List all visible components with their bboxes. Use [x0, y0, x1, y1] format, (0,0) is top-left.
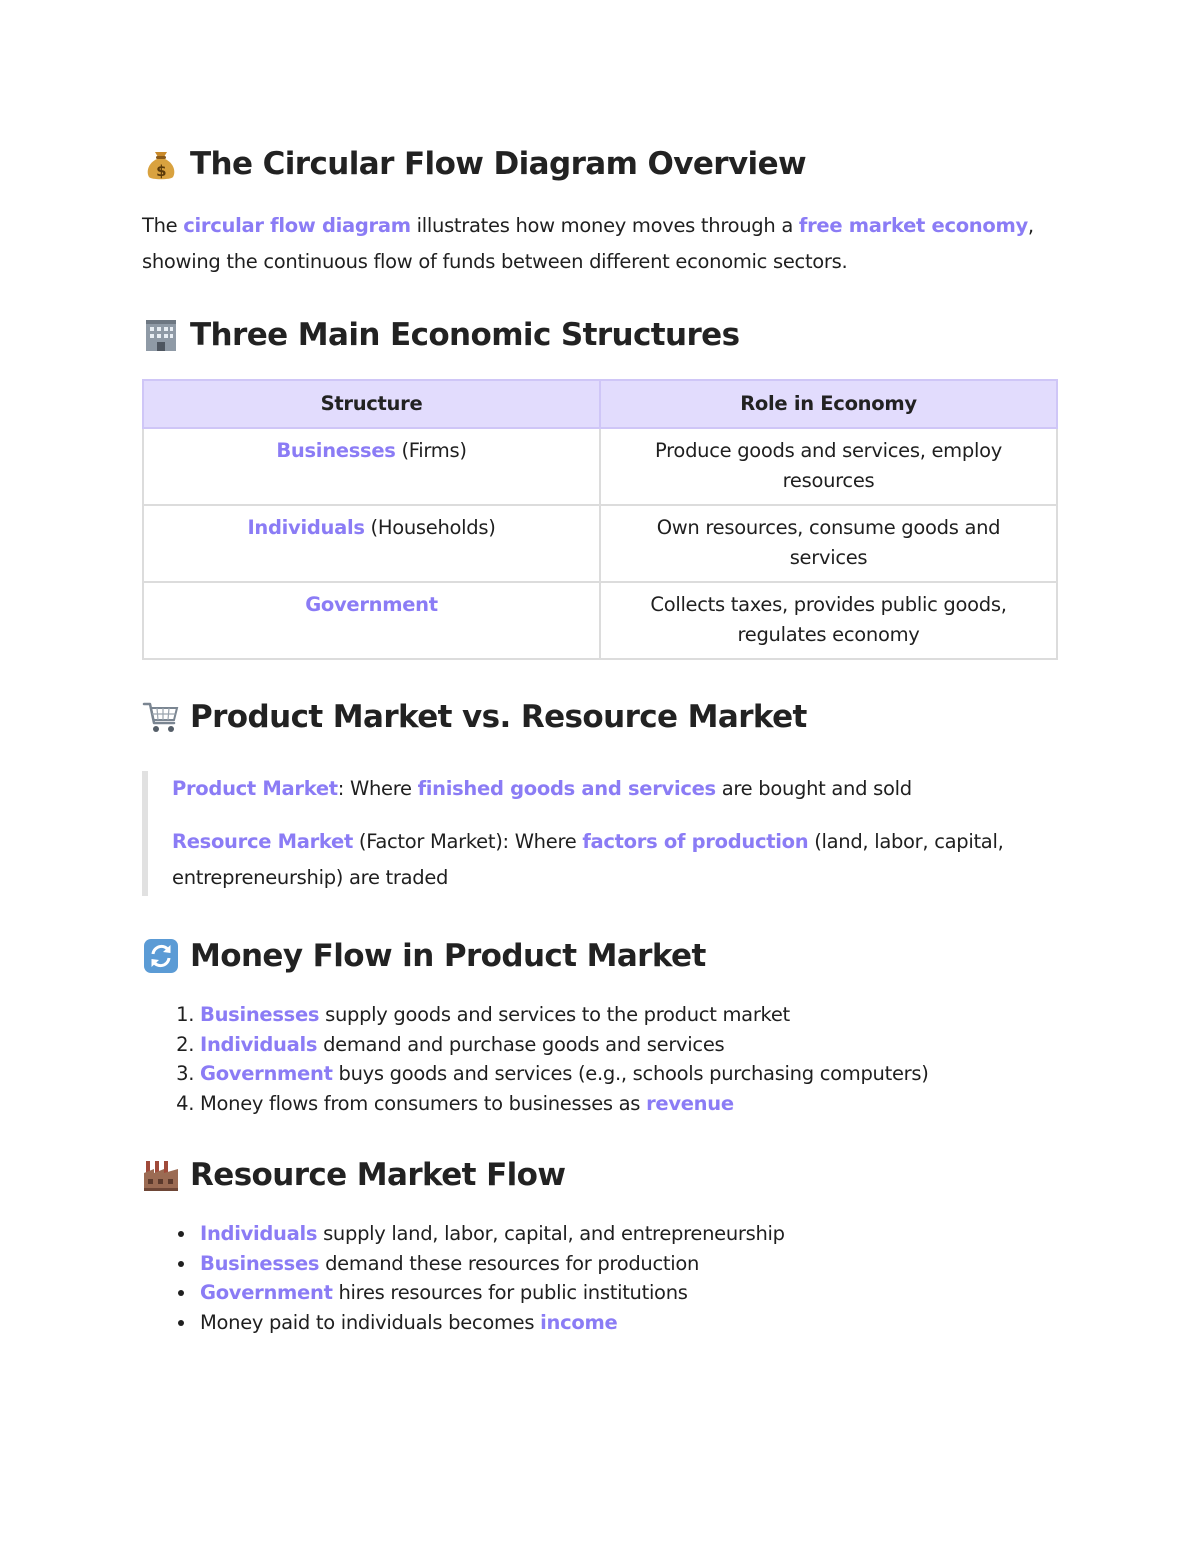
table-cell-structure: [143, 582, 600, 659]
column-header-structure: Structure: [143, 380, 600, 428]
list-item: [200, 1089, 1058, 1119]
table-cell-structure: [143, 505, 600, 582]
heading-product-vs-resource-market: [142, 693, 1058, 741]
heading-resource-market-flow: [142, 1151, 1058, 1199]
definition-text: : Where: [337, 777, 418, 800]
heading-text: Resource Market Flow: [190, 1157, 566, 1193]
market-definitions-quote: [142, 771, 1058, 896]
refresh-arrows-icon: [142, 938, 180, 974]
product-market-definition: [172, 771, 1058, 807]
link-government[interactable]: Government: [200, 1281, 333, 1304]
product-market-flow-list: [142, 1000, 1058, 1118]
table-header-row: [143, 380, 1057, 428]
table-row: [143, 582, 1057, 659]
heading-money-flow-product-market: [142, 932, 1058, 980]
item-text: buys goods and services (e.g., schools purchasing computers): [332, 1062, 929, 1085]
structures-table: [142, 379, 1058, 660]
item-text: supply goods and services to the product market: [319, 1003, 790, 1026]
list-item: [200, 1030, 1058, 1060]
table-row: [143, 505, 1057, 582]
money-bag-icon: [142, 146, 180, 182]
document-content: [142, 140, 1058, 1337]
table-cell-role: Own resources, consume goods and services: [600, 505, 1057, 582]
list-item: [200, 1308, 1058, 1338]
structure-note: (Households): [364, 516, 496, 539]
link-free-market-economy[interactable]: free market economy: [798, 214, 1028, 237]
link-businesses[interactable]: Businesses: [200, 1003, 320, 1026]
heading-text: The Circular Flow Diagram Overview: [190, 146, 807, 182]
link-revenue[interactable]: revenue: [646, 1091, 734, 1115]
item-text: demand and purchase goods and services: [317, 1032, 725, 1056]
definition-text: (land, labor, capital, entrepreneurship) are traded: [172, 830, 1004, 889]
structure-note: (Firms): [395, 439, 467, 462]
link-businesses[interactable]: Businesses: [276, 439, 396, 462]
list-item: [200, 1278, 1058, 1308]
table-cell-role: Collects taxes, provides public goods, regulates economy: [600, 582, 1057, 659]
item-text: hires resources for public institutions: [332, 1281, 688, 1304]
item-text: Money flows from consumers to businesses as: [200, 1091, 647, 1115]
heading-circular-flow-overview: [142, 140, 1058, 188]
shopping-cart-icon: [142, 699, 180, 735]
link-circular-flow-diagram[interactable]: circular flow diagram: [183, 214, 411, 237]
heading-text: Money Flow in Product Market: [190, 938, 706, 974]
list-item: [200, 1000, 1058, 1030]
link-government[interactable]: Government: [305, 593, 438, 616]
intro-text-1: The: [142, 214, 184, 237]
link-individuals[interactable]: Individuals: [247, 516, 365, 539]
column-header-role: Role in Economy: [600, 380, 1057, 428]
table-cell-structure: [143, 428, 600, 505]
link-product-market[interactable]: Product Market: [172, 777, 338, 800]
intro-text-2: illustrates how money moves through a: [410, 214, 799, 237]
resource-market-flow-list: [142, 1219, 1058, 1337]
intro-text-3: , showing the continuous flow of funds between different economic sectors.: [142, 214, 1034, 273]
item-text: Money paid to individuals becomes: [200, 1310, 541, 1334]
link-factors-of-production[interactable]: factors of production: [582, 830, 809, 853]
list-item: [200, 1249, 1058, 1279]
definition-text: are bought and sold: [715, 777, 912, 800]
item-text: demand these resources for production: [319, 1251, 700, 1275]
table-cell-role: Produce goods and services, employ resources: [600, 428, 1057, 505]
link-individuals[interactable]: Individuals: [200, 1032, 318, 1056]
resource-market-definition: [172, 824, 1058, 896]
heading-economic-structures: [142, 311, 1058, 359]
svg-text:$: $: [156, 162, 166, 180]
heading-text: Product Market vs. Resource Market: [190, 699, 807, 735]
link-businesses[interactable]: Businesses: [200, 1251, 320, 1275]
list-item: [200, 1219, 1058, 1249]
link-resource-market[interactable]: Resource Market: [172, 830, 353, 853]
heading-text: Three Main Economic Structures: [190, 317, 740, 353]
definition-text: (Factor Market): Where: [353, 830, 583, 853]
item-text: supply land, labor, capital, and entrepreneurship: [317, 1222, 785, 1245]
link-government[interactable]: Government: [200, 1062, 333, 1085]
link-finished-goods-and-services[interactable]: finished goods and services: [417, 777, 716, 800]
office-building-icon: [142, 317, 180, 353]
link-income[interactable]: income: [540, 1310, 618, 1334]
link-individuals[interactable]: Individuals: [200, 1222, 318, 1245]
intro-paragraph: [142, 208, 1058, 280]
factory-icon: [142, 1157, 180, 1193]
list-item: [200, 1059, 1058, 1089]
table-row: [143, 428, 1057, 505]
